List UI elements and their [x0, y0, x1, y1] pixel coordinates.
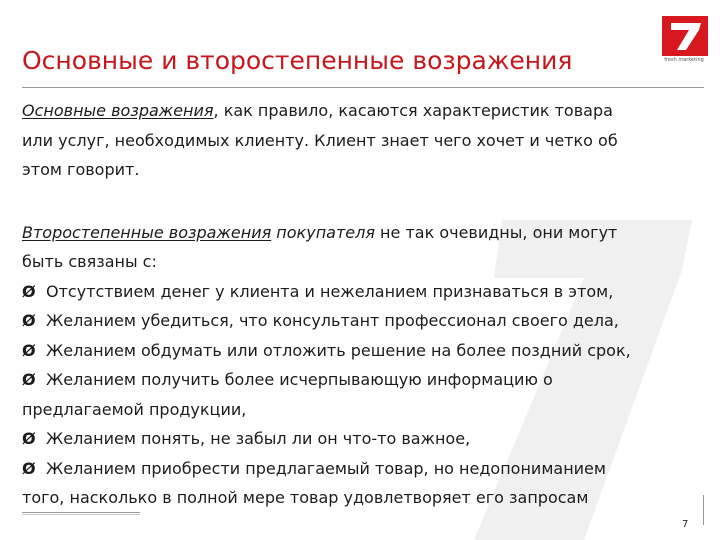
text-fragment: не так очевидны, они могут	[374, 222, 618, 242]
list-item-text: Желанием понять, не забыл ли он что-то важное,	[46, 429, 471, 448]
arrow-bullet-icon: Ø	[22, 340, 36, 360]
brand-logo	[662, 16, 708, 64]
logo-tagline: fresh marketing	[664, 57, 704, 63]
slide-title: Основные и второстепенные возражения	[22, 46, 573, 75]
term-secondary-objections: Второстепенные возражения	[22, 222, 272, 242]
list-item	[22, 277, 694, 307]
list-item-text: Отсутствием денег у клиента и нежеланием признаваться в этом,	[46, 281, 614, 301]
text-fragment: , как правило, касаются характеристик товара	[213, 101, 613, 120]
list-item	[22, 454, 694, 484]
list-item-text: Желанием получить более исчерпывающую информацию о	[46, 370, 553, 389]
arrow-bullet-icon: Ø	[22, 281, 36, 301]
text-line: быть связаны с:	[22, 252, 157, 271]
paragraph-secondary-objections	[22, 218, 694, 277]
list-item-continuation: того, насколько в полной мере товар удовлетворяет его запросам	[22, 488, 589, 507]
list-item	[22, 336, 694, 366]
term-main-objections: Основные возражения	[22, 101, 214, 120]
list-item-text: Желанием убедиться, что консультант профессионал своего дела,	[46, 311, 619, 330]
text-line	[22, 218, 694, 248]
arrow-bullet-icon: Ø	[22, 311, 36, 330]
text-line: этом говорит.	[22, 160, 140, 179]
bullet-list	[22, 277, 694, 513]
list-item	[22, 365, 694, 395]
arrow-bullet-icon: Ø	[22, 458, 36, 478]
slide-body	[22, 96, 694, 513]
term-buyer: покупателя	[271, 222, 375, 242]
list-item-text: Желанием обдумать или отложить решение на более поздний срок,	[46, 340, 631, 360]
page-number-divider	[703, 495, 704, 525]
paragraph-main-objections	[22, 96, 694, 185]
arrow-bullet-icon: Ø	[22, 429, 36, 448]
list-item-continuation: предлагаемой продукции,	[22, 399, 247, 419]
arrow-bullet-icon: Ø	[22, 370, 36, 389]
text-line	[22, 96, 694, 126]
text-line: или услуг, необходимых клиенту. Клиент знает чего хочет и четко об	[22, 130, 618, 150]
title-divider	[22, 87, 704, 88]
seven-icon	[662, 16, 708, 56]
footer-divider-secondary	[22, 514, 140, 515]
list-item	[22, 424, 694, 454]
logo-mark	[662, 16, 708, 56]
list-item-text: Желанием приобрести предлагаемый товар, но недопониманием	[46, 458, 606, 478]
footer-divider	[22, 512, 140, 513]
page-number: 7	[682, 519, 689, 530]
list-item	[22, 306, 694, 336]
